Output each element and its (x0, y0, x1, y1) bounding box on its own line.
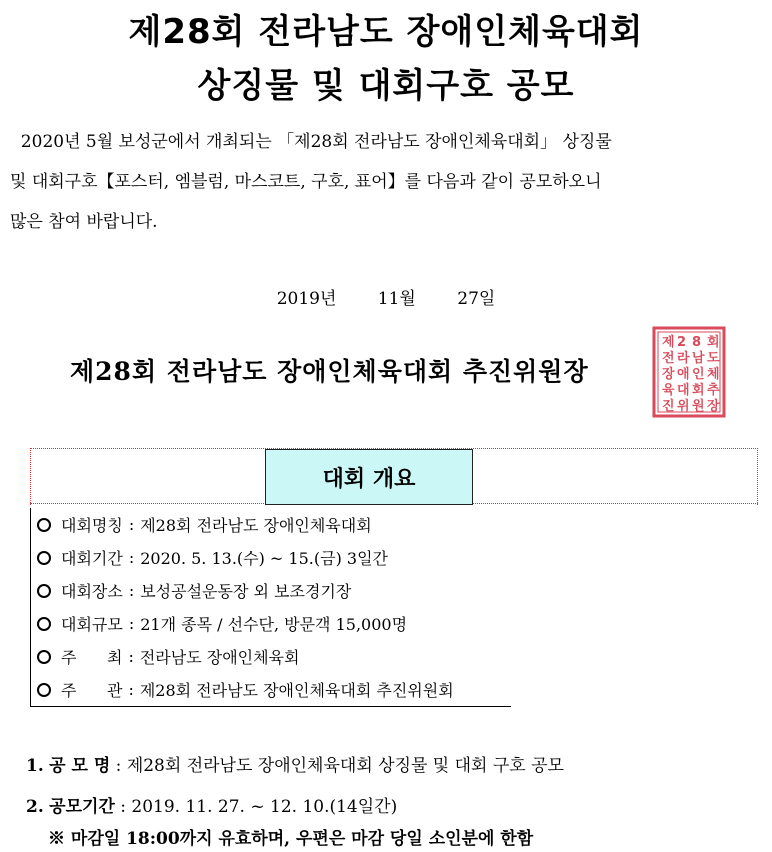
overview-value: 전라남도 장애인체육회 (139, 648, 300, 667)
svg-text:위: 위 (677, 399, 690, 414)
overview-row: 대회명칭 : 제28회 전라남도 장애인체육대회 (31, 508, 511, 541)
circle-bullet-icon (37, 617, 51, 631)
overview-label: 대회규모 (61, 615, 123, 634)
intro-line-3: 많은 참여 바랍니다. (10, 212, 158, 232)
overview-row: 주 최 : 전라남도 장애인체육회 (31, 640, 511, 673)
svg-text:전: 전 (662, 351, 675, 366)
svg-text:체: 체 (707, 367, 720, 382)
date-day: 27일 (457, 289, 496, 309)
overview-list (30, 508, 511, 707)
overview-label: 대회명칭 (61, 516, 123, 535)
circle-bullet-icon (37, 584, 51, 598)
official-seal (652, 326, 726, 418)
circle-bullet-icon (37, 551, 51, 565)
svg-text:라: 라 (677, 351, 690, 366)
overview-value: 제28회 전라남도 장애인체육대회 (140, 516, 372, 535)
svg-text:추: 추 (707, 383, 720, 398)
svg-text:2: 2 (677, 335, 687, 350)
overview-label: 대회기간 (61, 549, 123, 568)
svg-text:인: 인 (692, 367, 705, 382)
svg-text:애: 애 (677, 367, 690, 382)
overview-value: 2020. 5. 13.(수) ~ 15.(금) 3일간 (140, 549, 388, 568)
svg-text:진: 진 (662, 399, 675, 414)
overview-value: 21개 종목 / 선수단, 방문객 15,000명 (140, 615, 408, 634)
title-line-1: 제28회 전라남도 장애인체육대회 (128, 12, 644, 52)
overview-row: 대회규모 : 21개 종목 / 선수단, 방문객 15,000명 (31, 607, 511, 640)
item-label: 공모기간 (49, 797, 115, 817)
item-value: 2019. 11. 27. ~ 12. 10.(14일간) (131, 797, 398, 817)
circle-bullet-icon (37, 518, 51, 532)
svg-text:회: 회 (692, 383, 705, 398)
overview-label: 주 최 (61, 648, 123, 667)
svg-text:도: 도 (707, 351, 720, 366)
date-year: 2019년 (276, 289, 337, 309)
item-number: 2. (26, 797, 44, 817)
intro-line-2: 및 대회구호【포스터, 엠블럼, 마스코트, 구호, 표어】를 다음과 같이 공모하오니 (10, 172, 602, 192)
title-line-2: 상징물 및 대회구호 공모 (197, 66, 575, 106)
overview-label: 대회장소 (61, 582, 123, 601)
svg-text:장: 장 (707, 399, 720, 414)
overview-row: 대회장소 : 보성공설운동장 외 보조경기장 (31, 574, 511, 607)
overview-label: 주 관 (61, 681, 123, 700)
intro-paragraph (10, 122, 762, 242)
svg-text:원: 원 (692, 399, 705, 414)
svg-text:장: 장 (662, 367, 675, 382)
date-month: 11월 (377, 289, 416, 309)
overview-row: 주 관 : 제28회 전라남도 장애인체육대회 추진위원회 (31, 673, 511, 706)
contest-period-item: 2. 공모기간 : 2019. 11. 27. ~ 12. 10.(14일간) (26, 797, 398, 817)
intro-line-1: 2020년 5월 보성군에서 개최되는 「제28회 전라남도 장애인체육대회」 상징물 (10, 132, 612, 152)
item-value: 제28회 전라남도 장애인체육대회 상징물 및 대회 구호 공모 (126, 756, 564, 776)
organizer-signature: 제28회 전라남도 장애인체육대회 추진위원장 (70, 357, 589, 386)
svg-text:제: 제 (662, 335, 675, 350)
svg-text:회: 회 (707, 335, 720, 350)
circle-bullet-icon (37, 650, 51, 664)
circle-bullet-icon (37, 683, 51, 697)
contest-name-item: 1. 공 모 명 : 제28회 전라남도 장애인체육대회 상징물 및 대회 구호 공모 (26, 756, 564, 776)
deadline-notice: ※ 마감일 18:00까지 유효하며, 우편은 마감 당일 소인분에 한함 (48, 829, 534, 849)
overview-heading: 대회 개요 (265, 449, 473, 505)
announcement-date (0, 284, 772, 309)
overview-value: 제28회 전라남도 장애인체육대회 추진위원회 (139, 681, 454, 700)
svg-text:육: 육 (662, 383, 675, 398)
svg-text:대: 대 (677, 383, 690, 398)
svg-text:8: 8 (692, 335, 702, 350)
overview-value: 보성공설운동장 외 보조경기장 (140, 582, 352, 601)
item-label: 공 모 명 (49, 756, 111, 776)
item-number: 1. (26, 756, 44, 776)
svg-text:남: 남 (692, 351, 705, 366)
overview-row: 대회기간 : 2020. 5. 13.(수) ~ 15.(금) 3일간 (31, 541, 511, 574)
